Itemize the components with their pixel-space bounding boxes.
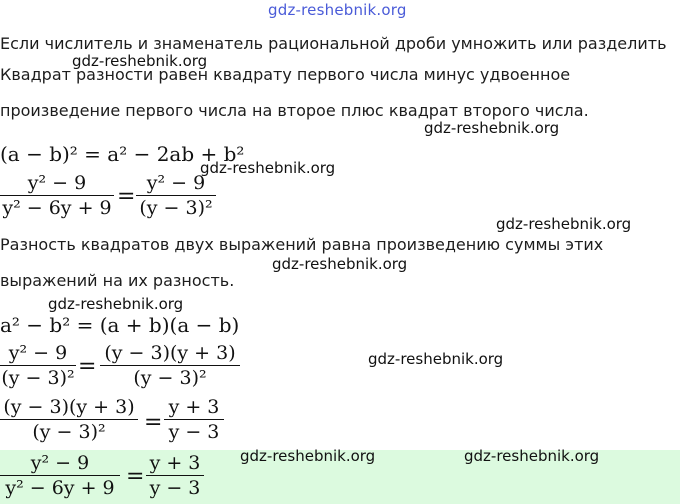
watermark: gdz-reshebnik.org [272,255,408,273]
watermark: gdz-reshebnik.org [240,447,376,465]
numerator: y + 3 [168,396,220,418]
formula-difference-of-squares: a² − b² = (a + b)(a − b) [0,313,240,337]
rule-difference-of-squares-line2: выражений на их разность. [0,271,235,290]
fraction-bar [164,419,224,420]
numerator: y² − 9 [146,172,206,194]
denominator: (y − 3)² [133,367,207,389]
denominator: (y − 3)² [1,367,75,389]
numerator: y² − 9 [27,172,87,194]
fraction-bar [0,195,114,196]
formula-square-difference: (a − b)² = a² − 2ab + b² [0,142,245,166]
fraction-right [164,396,224,443]
numerator: y + 3 [149,452,201,474]
numerator: (y − 3)(y + 3) [104,342,236,364]
rule-square-difference-line1: Квадрат разности равен квадрату первого числа минус удвоенное [0,65,571,84]
equals-sign: = [117,184,136,209]
fraction-left [0,396,138,443]
numerator: y² − 9 [8,342,68,364]
denominator: y − 3 [149,477,201,499]
fraction-bar [100,365,240,366]
denominator: y² − 6y + 9 [2,197,112,219]
fraction-left [0,172,114,219]
fraction-left [0,452,120,499]
watermark: gdz-reshebnik.org [424,119,560,137]
fraction-left [0,342,76,389]
denominator: y² − 6y + 9 [5,477,115,499]
fraction-bar [136,195,216,196]
equals-sign: = [144,410,163,435]
equals-sign: = [126,464,145,489]
fraction-right [136,172,216,219]
fraction-bar [0,419,138,420]
numerator: (y − 3)(y + 3) [3,396,135,418]
fraction-bar [0,365,76,366]
watermark: gdz-reshebnik.org [464,447,600,465]
watermark: gdz-reshebnik.org [368,350,504,368]
watermark: gdz-reshebnik.org [48,295,184,313]
fraction-bar [0,475,120,476]
watermark: gdz-reshebnik.org [496,215,632,233]
denominator: y − 3 [168,421,220,443]
site-title[interactable]: gdz-reshebnik.org [268,1,407,19]
fraction-bar [146,475,204,476]
denominator: (y − 3)² [139,197,213,219]
fraction-right [100,342,240,389]
rule-text-fraction: Если числитель и знаменатель рациональной дроби умножить или разделить [0,34,667,53]
fraction-right [146,452,204,499]
numerator: y² − 9 [30,452,90,474]
watermark: gdz-reshebnik.org [72,52,208,70]
denominator: (y − 3)² [32,421,106,443]
equals-sign: = [78,354,97,379]
watermark: gdz-reshebnik.org [200,159,336,177]
rule-difference-of-squares-line1: Разность квадратов двух выражений равна произведению суммы этих [0,235,604,254]
rule-square-difference-line2: произведение первого числа на второе плюс квадрат второго числа. [0,101,589,120]
